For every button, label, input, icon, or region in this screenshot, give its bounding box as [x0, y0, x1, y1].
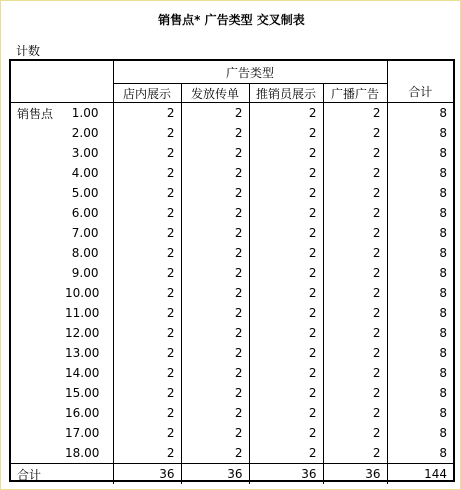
count-cell: 2 [113, 223, 181, 243]
count-cell: 2 [323, 303, 387, 323]
row-group-label [11, 343, 65, 363]
count-cell: 2 [113, 143, 181, 163]
table-row [11, 403, 453, 423]
grand-total-cell: 144 [387, 464, 453, 485]
count-cell: 2 [113, 343, 181, 363]
total-column-header: 合计 [387, 61, 453, 103]
row-total-cell: 8 [387, 243, 453, 263]
count-cell: 2 [323, 343, 387, 363]
count-cell: 2 [181, 443, 249, 464]
count-cell: 2 [113, 383, 181, 403]
row-label: 15.00 [65, 386, 100, 400]
count-cell: 2 [249, 243, 323, 263]
count-cell: 2 [113, 243, 181, 263]
row-total-cell: 8 [387, 343, 453, 363]
total-cell: 36 [113, 464, 181, 485]
row-total-cell: 8 [387, 203, 453, 223]
corner-cell [11, 61, 113, 103]
row-total-cell: 8 [387, 303, 453, 323]
row-label: 11.00 [65, 306, 100, 320]
row-label: 7.00 [71, 226, 99, 240]
count-cell: 2 [249, 363, 323, 383]
table-row [11, 103, 453, 124]
total-cell: 36 [249, 464, 323, 485]
count-cell: 2 [323, 423, 387, 443]
row-group-label [11, 263, 65, 283]
group-header: 广告类型 [113, 61, 387, 84]
column-header: 推销员展示 [249, 84, 323, 103]
count-cell: 2 [323, 223, 387, 243]
row-total-cell: 8 [387, 363, 453, 383]
row-total-cell: 8 [387, 123, 453, 143]
count-cell: 2 [113, 203, 181, 223]
count-cell: 2 [323, 183, 387, 203]
count-cell: 2 [323, 363, 387, 383]
count-cell: 2 [181, 383, 249, 403]
count-cell: 2 [181, 103, 249, 124]
count-cell: 2 [113, 183, 181, 203]
count-cell: 2 [323, 283, 387, 303]
count-cell: 2 [249, 443, 323, 464]
count-cell: 2 [323, 403, 387, 423]
count-cell: 2 [249, 403, 323, 423]
count-cell: 2 [181, 243, 249, 263]
count-cell: 2 [249, 183, 323, 203]
row-group-label [11, 203, 65, 223]
row-label: 10.00 [65, 286, 100, 300]
total-cell: 36 [181, 464, 249, 485]
count-cell: 2 [249, 263, 323, 283]
count-cell: 2 [181, 343, 249, 363]
count-cell: 2 [181, 403, 249, 423]
count-cell: 2 [323, 123, 387, 143]
row-total-cell: 8 [387, 383, 453, 403]
count-cell: 2 [181, 303, 249, 323]
row-label: 3.00 [71, 146, 99, 160]
count-cell: 2 [181, 183, 249, 203]
row-group-label [11, 123, 65, 143]
row-total-cell: 8 [387, 263, 453, 283]
table-row [11, 203, 453, 223]
column-header: 发放传单 [181, 84, 249, 103]
table-row [11, 363, 453, 383]
column-header: 店内展示 [113, 84, 181, 103]
count-cell: 2 [249, 283, 323, 303]
count-cell: 2 [323, 443, 387, 464]
count-cell: 2 [113, 303, 181, 323]
row-label: 12.00 [65, 326, 100, 340]
count-cell: 2 [249, 143, 323, 163]
count-cell: 2 [113, 363, 181, 383]
count-cell: 2 [113, 263, 181, 283]
row-total-cell: 8 [387, 403, 453, 423]
count-cell: 2 [249, 303, 323, 323]
count-cell: 2 [249, 383, 323, 403]
row-total-cell: 8 [387, 323, 453, 343]
count-cell: 2 [249, 423, 323, 443]
table-title: 销售点* 广告类型 交叉制表 [158, 13, 305, 27]
row-group-label [11, 403, 65, 423]
count-cell: 2 [181, 423, 249, 443]
count-cell: 2 [113, 103, 181, 124]
count-cell: 2 [181, 283, 249, 303]
row-group-label [11, 283, 65, 303]
count-cell: 2 [323, 383, 387, 403]
count-cell: 2 [323, 143, 387, 163]
row-label: 2.00 [71, 126, 99, 140]
row-group-label [11, 243, 65, 263]
table-row [11, 243, 453, 263]
table-row [11, 143, 453, 163]
table-row [11, 343, 453, 363]
count-cell: 2 [323, 243, 387, 263]
row-group-label [11, 423, 65, 443]
table-row [11, 183, 453, 203]
table-row [11, 163, 453, 183]
count-cell: 2 [181, 163, 249, 183]
row-group-label [11, 143, 65, 163]
table-body [11, 103, 453, 464]
crosstab-table [9, 59, 455, 482]
count-label: 计数 [16, 44, 41, 58]
count-cell: 2 [323, 203, 387, 223]
row-total-cell: 8 [387, 183, 453, 203]
count-cell: 2 [113, 283, 181, 303]
table-row [11, 443, 453, 464]
count-cell: 2 [181, 363, 249, 383]
row-label: 14.00 [65, 366, 100, 380]
row-group-label [11, 383, 65, 403]
row-group-label [11, 303, 65, 323]
row-group-label [11, 163, 65, 183]
count-cell: 2 [249, 343, 323, 363]
count-cell: 2 [113, 123, 181, 143]
table-row [11, 303, 453, 323]
row-group-label [11, 183, 65, 203]
row-group-label [11, 363, 65, 383]
count-cell: 2 [249, 323, 323, 343]
count-cell: 2 [249, 203, 323, 223]
total-row [11, 464, 453, 485]
count-cell: 2 [113, 423, 181, 443]
row-label: 9.00 [71, 266, 99, 280]
table-row [11, 323, 453, 343]
table-row [11, 123, 453, 143]
crosstab-grid [11, 61, 453, 484]
row-total-cell: 8 [387, 283, 453, 303]
row-total-cell: 8 [387, 443, 453, 464]
row-total-cell: 8 [387, 103, 453, 124]
count-cell: 2 [181, 323, 249, 343]
row-label: 16.00 [65, 406, 100, 420]
count-cell: 2 [181, 203, 249, 223]
count-cell: 2 [323, 323, 387, 343]
count-cell: 2 [249, 223, 323, 243]
count-cell: 2 [249, 123, 323, 143]
count-cell: 2 [323, 163, 387, 183]
table-row [11, 383, 453, 403]
count-cell: 2 [323, 103, 387, 124]
row-label: 4.00 [71, 166, 99, 180]
row-group-label [11, 443, 65, 464]
count-cell: 2 [249, 103, 323, 124]
count-cell: 2 [113, 403, 181, 423]
total-row-label: 合计 [11, 464, 113, 485]
count-cell: 2 [181, 223, 249, 243]
row-group-label: 销售点 [17, 106, 54, 121]
count-cell: 2 [113, 323, 181, 343]
count-cell: 2 [113, 163, 181, 183]
row-label: 17.00 [65, 426, 100, 440]
row-total-cell: 8 [387, 163, 453, 183]
total-cell: 36 [323, 464, 387, 485]
count-cell: 2 [181, 123, 249, 143]
row-label: 18.00 [65, 446, 100, 460]
column-header: 广播广告 [323, 84, 387, 103]
count-cell: 2 [181, 263, 249, 283]
row-group-label [11, 323, 65, 343]
row-label: 8.00 [71, 246, 99, 260]
table-row [11, 423, 453, 443]
row-label: 5.00 [71, 186, 99, 200]
row-label: 13.00 [65, 346, 100, 360]
table-row [11, 223, 453, 243]
count-cell: 2 [323, 263, 387, 283]
row-total-cell: 8 [387, 223, 453, 243]
count-cell: 2 [113, 443, 181, 464]
row-group-label [11, 223, 65, 243]
count-cell: 2 [249, 163, 323, 183]
table-row [11, 263, 453, 283]
row-label: 1.00 [71, 106, 99, 120]
count-cell: 2 [181, 143, 249, 163]
table-row [11, 283, 453, 303]
row-label: 6.00 [71, 206, 99, 220]
row-total-cell: 8 [387, 143, 453, 163]
row-total-cell: 8 [387, 423, 453, 443]
